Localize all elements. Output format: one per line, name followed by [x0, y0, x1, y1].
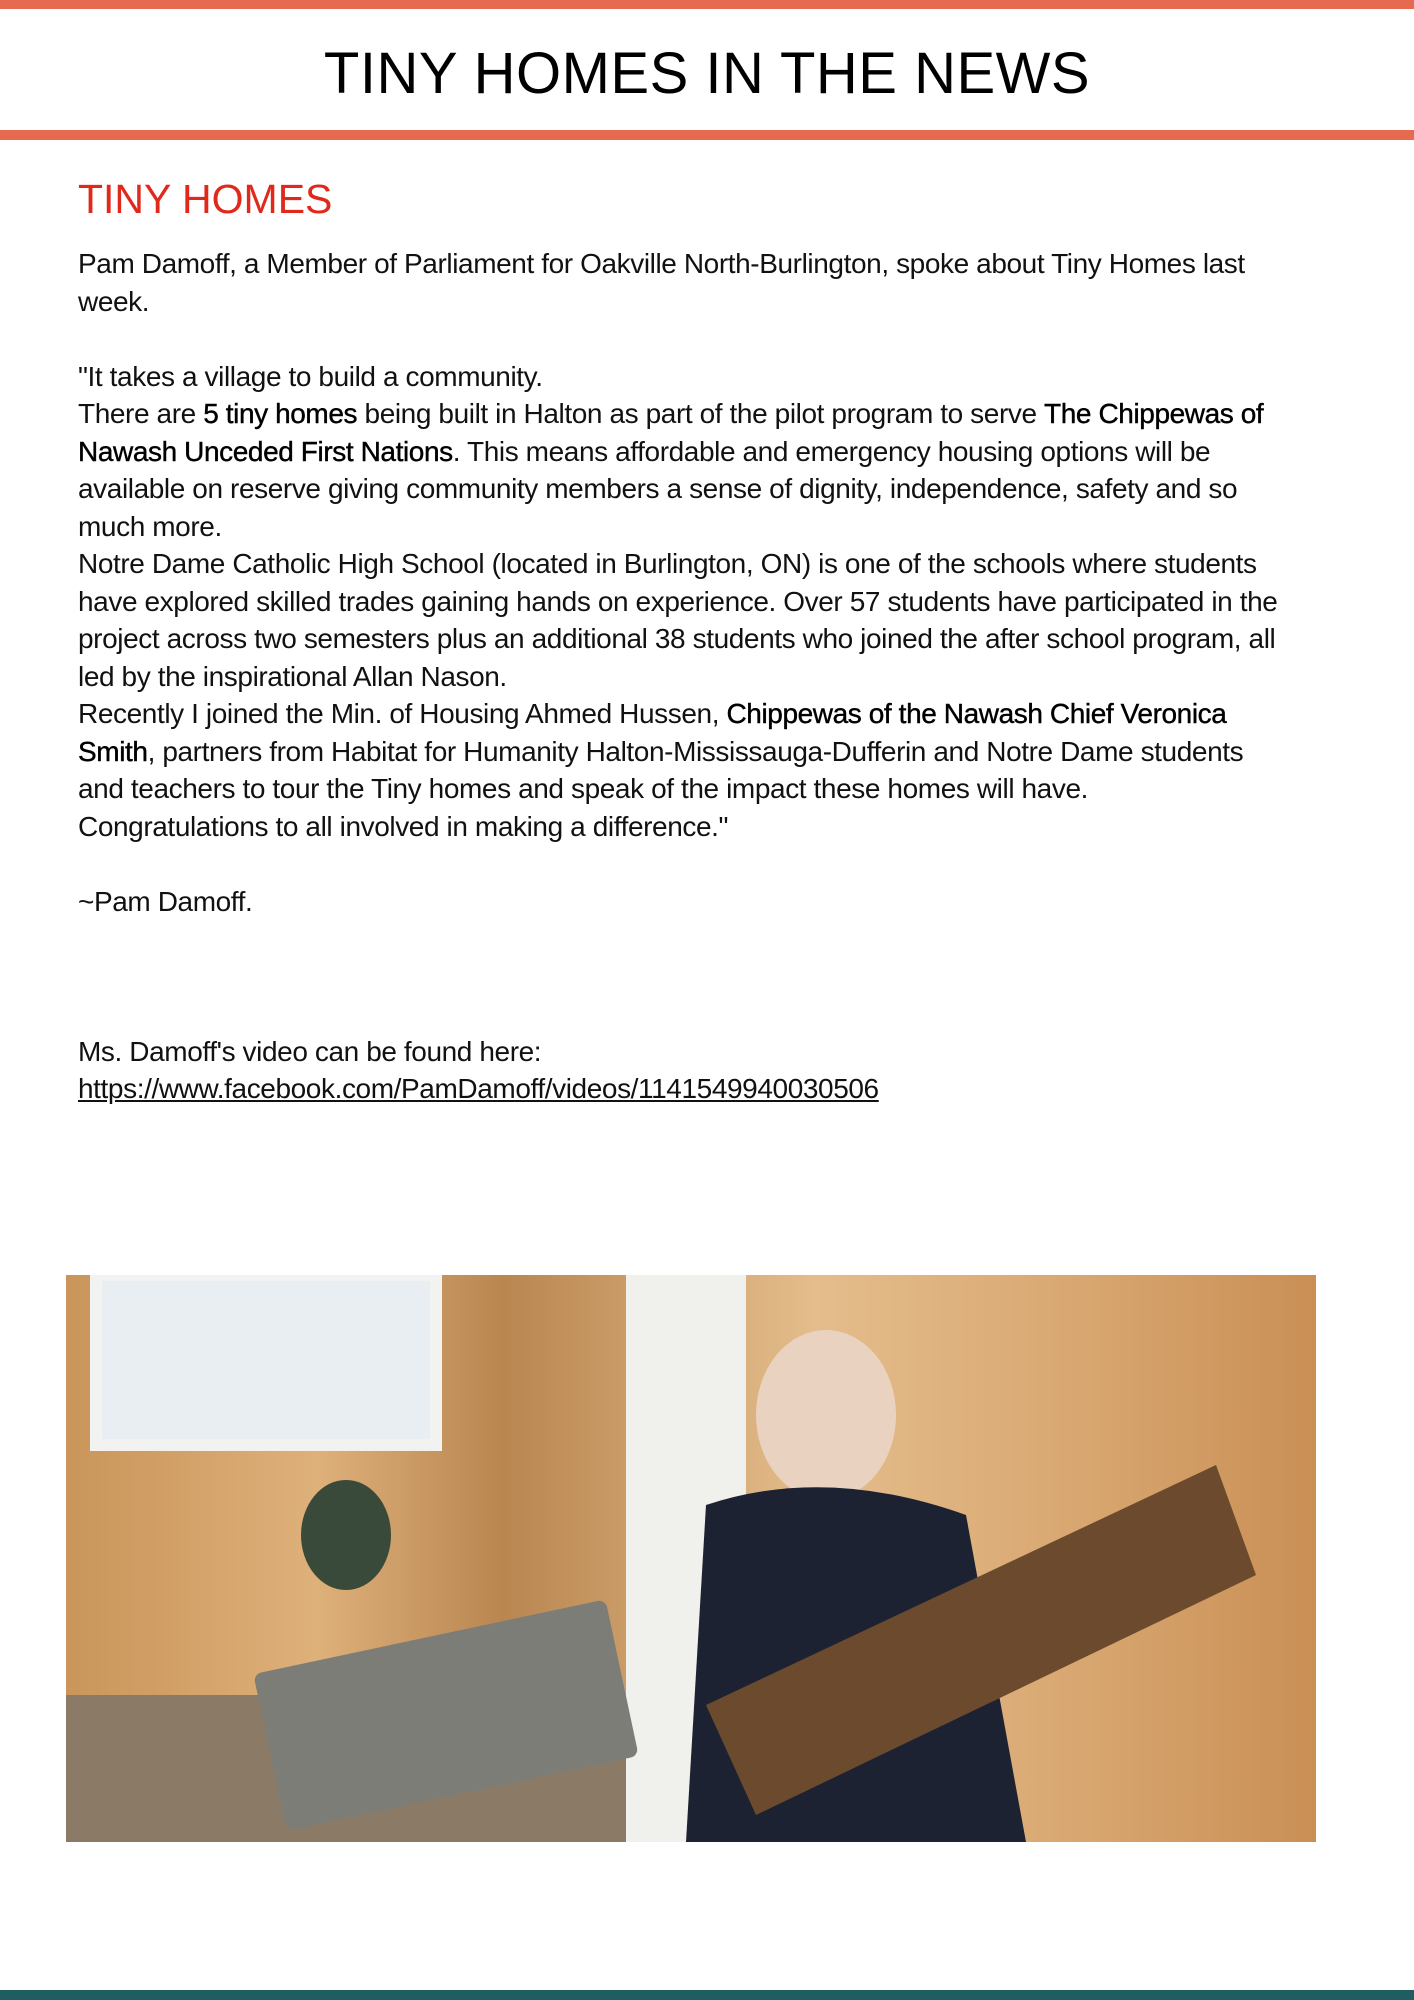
page-title: TINY HOMES IN THE NEWS: [323, 41, 1091, 106]
footer-accent-bar: [0, 1990, 1414, 2000]
intro-paragraph: Pam Damoff, a Member of Parliament for Oakville North-Burlington, spoke about Tiny Homes last week.: [78, 248, 1245, 317]
video-link[interactable]: https://www.facebook.com/PamDamoff/videos/1141549940030506: [78, 1073, 879, 1104]
quote-line: "It takes a village to build a community.: [78, 360, 543, 392]
article-body: [78, 245, 1278, 1108]
student-right: [756, 1330, 896, 1500]
section-heading: TINY HOMES: [78, 176, 333, 222]
article-photo: [66, 1275, 1316, 1842]
signature: ~Pam Damoff.: [78, 885, 253, 917]
student-left: [301, 1480, 391, 1590]
paragraph-school: Notre Dame Catholic High School (located in Burlington, ON) is one of the schools where students have explored skilled trades gaining hands on experience. Over 57 students have participated in the project across two semesters plus an additional 38 students who joined the after school program, all led by the inspirational Allan Nason.: [78, 548, 1278, 692]
photo-illustration: [66, 1275, 1316, 1842]
paragraph-congrats: Congratulations to all involved in making a difference.": [78, 810, 729, 842]
paragraph-tiny-homes: There are 5 tiny homes being built in Halton as part of the pilot program to serve The Chippewas of Nawash Unceded First Nations. This means affordable and emergency housing options will be available on reserve giving community members a sense of dignity, independence, safety and so much more.: [78, 398, 1264, 542]
window: [96, 1275, 436, 1445]
top-accent-bar: [0, 0, 1414, 9]
header-divider: [0, 130, 1414, 140]
paragraph-tour: Recently I joined the Min. of Housing Ahmed Hussen, Chippewas of the Nawash Chief Veronica Smith, partners from Habitat for Humanity Halton-Mississauga-Dufferin and Notre Dame students and teachers to tour the Tiny homes and speak of the impact these homes will have.: [78, 698, 1244, 804]
video-label: Ms. Damoff's video can be found here:: [78, 1035, 542, 1067]
